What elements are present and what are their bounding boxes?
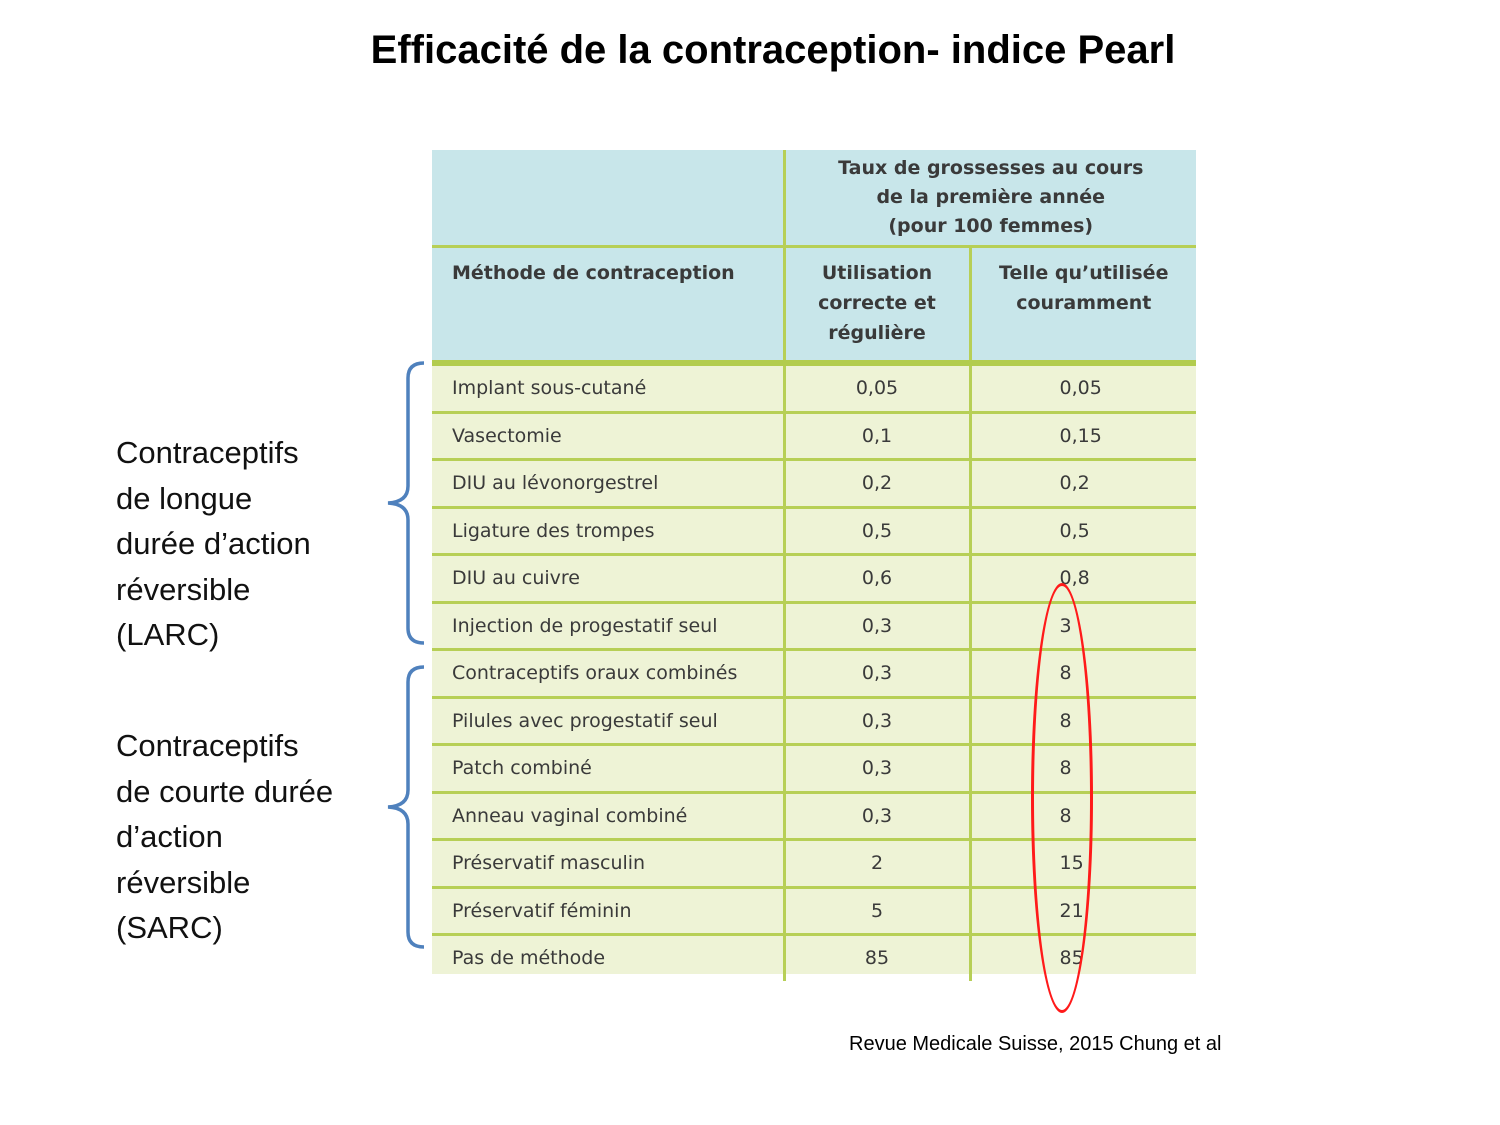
typical-use-value: 15 (970, 840, 1196, 888)
sarc-label-line: d’action (116, 819, 223, 854)
sarc-curly-brace-icon (380, 664, 430, 950)
typical-use-header-line: Telle qu’utilisée (999, 262, 1169, 284)
sarc-label (116, 723, 333, 951)
correct-use-value: 0,3 (784, 650, 970, 698)
larc-curly-brace-icon (380, 360, 430, 646)
group-header-line: Taux de grossesses au cours (838, 157, 1144, 179)
correct-use-header-line: Utilisation (821, 262, 933, 284)
method-cell: Implant sous-cutané (432, 363, 784, 412)
sarc-label-line: réversible (116, 864, 251, 900)
table-row (432, 412, 1196, 460)
method-cell: Préservatif masculin (432, 840, 784, 888)
typical-use-value: 0,5 (970, 507, 1196, 555)
typical-use-column-header (970, 247, 1196, 364)
correct-use-header-line: régulière (828, 322, 926, 344)
method-cell: Vasectomie (432, 412, 784, 460)
larc-label (116, 430, 311, 658)
typical-use-value: 8 (970, 650, 1196, 698)
method-cell: Anneau vaginal combiné (432, 792, 784, 840)
typical-use-value: 3 (970, 602, 1196, 650)
method-cell: Ligature des trompes (432, 507, 784, 555)
method-cell: Contraceptifs oraux combinés (432, 650, 784, 698)
correct-use-value: 5 (784, 887, 970, 935)
typical-use-value: 85 (1059, 947, 1084, 970)
method-cell: DIU au lévonorgestrel (432, 460, 784, 508)
typical-use-value: 0,15 (970, 412, 1196, 460)
correct-use-value: 0,6 (784, 555, 970, 603)
larc-label-line: Contraceptifs (116, 435, 299, 470)
method-cell: DIU au cuivre (432, 555, 784, 603)
table-group-header-row (432, 150, 1196, 247)
correct-use-value: 0,3 (784, 792, 970, 840)
typical-use-value: 8 (970, 697, 1196, 745)
sarc-label-line: (SARC) (116, 910, 223, 945)
typical-use-value: 0,05 (970, 363, 1196, 412)
correct-use-value: 2 (784, 840, 970, 888)
table-row (432, 363, 1196, 412)
correct-use-value: 0,2 (784, 460, 970, 508)
method-cell: Pas de méthode (432, 935, 784, 981)
correct-use-column-header (784, 247, 970, 364)
table-column-header-row (432, 247, 1196, 364)
slide-title: Efficacité de la contraception- indice Pearl (370, 28, 1176, 72)
table-row (432, 460, 1196, 508)
typical-use-value: 0,8 (970, 555, 1196, 603)
method-cell: Préservatif féminin (432, 887, 784, 935)
typical-use-value: 8 (970, 792, 1196, 840)
correct-use-value: 0,5 (784, 507, 970, 555)
red-ellipse-highlight-icon (1031, 583, 1093, 1013)
larc-label-line: de longue (116, 480, 253, 516)
method-cell: Injection de progestatif seul (432, 602, 784, 650)
larc-label-line: (LARC) (116, 617, 220, 652)
sarc-label-line: Contraceptifs (116, 728, 299, 763)
table-row (432, 507, 1196, 555)
group-header-line: (pour 100 femmes) (888, 215, 1094, 237)
typical-use-value: 0,2 (970, 460, 1196, 508)
typical-use-value: 8 (970, 745, 1196, 793)
pregnancy-rate-header (784, 150, 1196, 247)
larc-label-line: réversible (116, 571, 251, 607)
sarc-label-line: de courte durée (116, 773, 334, 809)
method-cell: Patch combiné (432, 745, 784, 793)
correct-use-value: 85 (784, 935, 970, 981)
group-header-line: de la première année (876, 186, 1106, 208)
source-citation: Revue Medicale Suisse, 2015 Chung et al (849, 1033, 1222, 1055)
method-column-header: Méthode de contraception (432, 247, 784, 364)
correct-use-value: 0,3 (784, 602, 970, 650)
correct-use-value: 0,1 (784, 412, 970, 460)
method-cell: Pilules avec progestatif seul (432, 697, 784, 745)
larc-label-line: durée d’action (116, 526, 311, 561)
correct-use-value: 0,05 (784, 363, 970, 412)
table-row (432, 555, 1196, 603)
typical-use-value: 21 (970, 887, 1196, 935)
typical-use-header-line: couramment (1016, 292, 1152, 314)
correct-use-header-line: correcte et (818, 292, 936, 314)
empty-header-cell (432, 150, 784, 247)
correct-use-value: 0,3 (784, 745, 970, 793)
correct-use-value: 0,3 (784, 697, 970, 745)
